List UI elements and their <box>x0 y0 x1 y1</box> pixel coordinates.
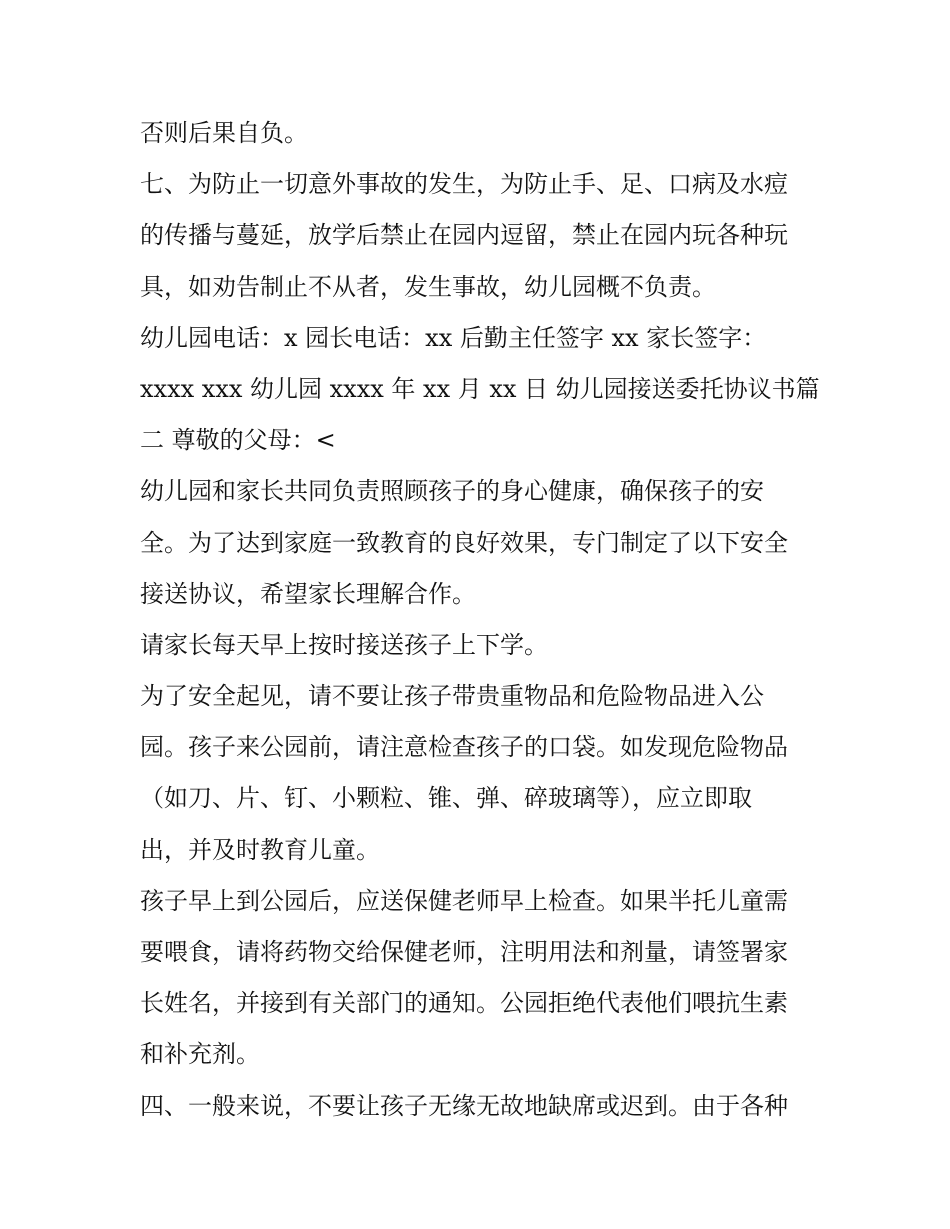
text-line: 幼儿园电话：x 园长电话：xx 后勤主任签字 xx 家长签字： <box>140 323 767 352</box>
text-line: xxxx xxx 幼儿园 xxxx 年 xx 月 xx 日 幼儿园接送委托协议书篇 <box>140 374 820 403</box>
text-line: 长姓名，并接到有关部门的通知。公园拒绝代表他们喂抗生素 <box>140 989 788 1018</box>
text-line: 为了安全起见，请不要让孩子带贵重物品和危险物品进入公 <box>140 682 764 711</box>
text-line: 二 尊敬的父母：< <box>140 426 336 455</box>
text-line: 四、一般来说，不要让孩子无缘无故地缺席或迟到。由于各种 <box>140 1091 788 1120</box>
text-line: 请家长每天早上按时接送孩子上下学。 <box>140 630 548 659</box>
text-line: 孩子早上到公园后，应送保健老师早上检查。如果半托儿童需 <box>140 886 788 915</box>
text-line: 否则后果自负。 <box>140 119 308 147</box>
text-line: 幼儿园和家长共同负责照顾孩子的身心健康，确保孩子的安 <box>140 477 764 506</box>
text-line: （如刀、片、钉、小颗粒、锥、弹、碎玻璃等），应立即取 <box>140 784 752 813</box>
text-line: 七、为防止一切意外事故的发生，为防止手、足、口病及水痘 <box>140 170 788 199</box>
text-line: 和补充剂。 <box>140 1040 260 1069</box>
text-line: 具，如劝告制止不从者，发生事故，幼儿园概不负责。 <box>140 272 716 301</box>
text-line: 的传播与蔓延，放学后禁止在园内逗留，禁止在园内玩各种玩 <box>140 221 788 250</box>
text-line: 接送协议，希望家长理解合作。 <box>140 579 476 608</box>
document-body <box>140 108 820 1132</box>
text-line: 全。为了达到家庭一致教育的良好效果，专门制定了以下安全 <box>140 528 788 557</box>
text-line: 要喂食，请将药物交给保健老师，注明用法和剂量，请签署家 <box>140 938 788 966</box>
text-line: 出，并及时教育儿童。 <box>140 835 380 864</box>
text-line: 园。孩子来公园前，请注意检查孩子的口袋。如发现危险物品 <box>140 733 788 762</box>
